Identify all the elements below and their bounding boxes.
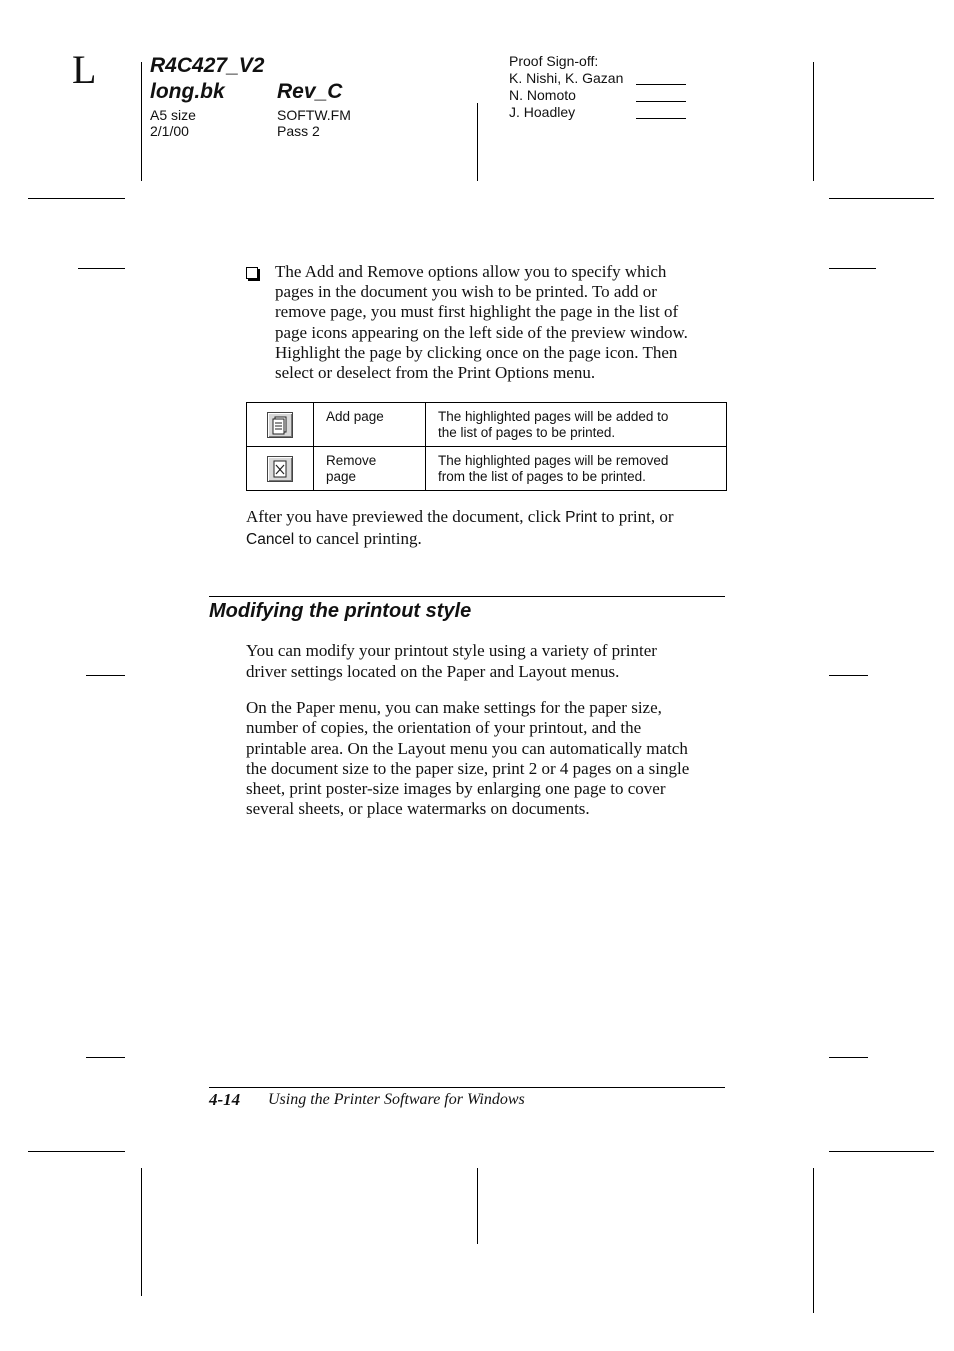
signer-name: J. Hoadley: [509, 104, 576, 120]
text-line: The highlighted pages will be added to: [438, 409, 669, 424]
crop-mark: [141, 62, 142, 181]
text-line: [246, 528, 673, 550]
page-side-marker: L: [72, 47, 97, 92]
text-line: You can modify your printout style using a variety of printer: [246, 641, 657, 660]
signature-line: [636, 118, 686, 119]
option-description: [426, 403, 727, 447]
text-line: number of copies, the orientation of your printout, and the: [246, 718, 642, 738]
text-line: sheet, print poster-size images by enlarging one page to cover: [246, 779, 666, 799]
job-id: R4C427_V2: [150, 54, 265, 77]
remove-page-icon: [267, 456, 293, 482]
section-paragraph: [246, 640, 657, 682]
option-name: [314, 447, 426, 491]
text-line: remove page, you must first highlight the page in the list of: [275, 302, 679, 322]
text-segment: to print, or: [596, 507, 674, 526]
option-description: [426, 447, 727, 491]
crop-mark: [813, 1168, 814, 1313]
add-page-icon: [267, 412, 293, 438]
bullet-paragraph: [275, 262, 688, 383]
signer-name: K. Nishi, K. Gazan: [509, 70, 624, 86]
print-options-table: [246, 402, 727, 491]
text-segment: After you have previewed the document, click: [246, 507, 566, 526]
text-line: the list of pages to be printed.: [438, 424, 616, 440]
text-line: Remove: [326, 453, 377, 468]
crop-mark: [86, 1057, 125, 1058]
section-title: Modifying the printout style: [209, 600, 472, 622]
signature-line: [636, 84, 686, 85]
text-line: page: [326, 468, 357, 484]
option-name: Add page: [314, 403, 426, 447]
section-paragraph: [246, 698, 689, 820]
crop-mark: [829, 198, 934, 199]
text-line: driver settings located on the Paper and Layout menus.: [246, 662, 620, 681]
crop-mark: [141, 1168, 142, 1296]
text-line: [246, 506, 673, 528]
chapter-title: Using the Printer Software for Windows: [268, 1091, 525, 1108]
icon-cell: [247, 403, 314, 447]
pass: Pass 2: [277, 123, 320, 139]
text-line: printable area. On the Layout menu you can automatically match: [246, 738, 688, 758]
table-row: [247, 447, 727, 491]
text-line: pages in the document you wish to be printed. To add or: [275, 282, 657, 302]
text-line: select or deselect from the Print Options menu.: [275, 363, 596, 383]
text-line: the document size to the paper size, print 2 or 4 pages on a single: [246, 758, 690, 778]
book-name: long.bk: [150, 80, 225, 103]
date: 2/1/00: [150, 123, 189, 139]
print-button-name: Print: [565, 509, 597, 526]
text-line: Highlight the page by clicking once on the page icon. Then: [275, 342, 678, 362]
text-line: The Add and Remove options allow you to specify which: [275, 262, 667, 281]
proof-signoff-title: Proof Sign-off:: [509, 53, 599, 69]
crop-mark: [86, 675, 125, 676]
crop-mark: [477, 1168, 478, 1244]
signature-line: [636, 101, 686, 102]
footer-rule: [209, 1087, 725, 1088]
crop-mark: [829, 1151, 934, 1152]
bullet-checkbox-icon: [246, 267, 258, 279]
section-rule: [209, 596, 725, 597]
text-line: several sheets, or place watermarks on documents.: [246, 799, 590, 819]
paper-size: A5 size: [150, 107, 196, 123]
crop-mark: [829, 1057, 868, 1058]
page-number: 4-14: [209, 1090, 241, 1109]
text-line: page icons appearing on the left side of the preview window.: [275, 322, 688, 342]
file-name: SOFTW.FM: [277, 107, 351, 123]
text-line: from the list of pages to be printed.: [438, 468, 646, 484]
crop-mark: [28, 1151, 125, 1152]
text-line: On the Paper menu, you can make settings for the paper size,: [246, 698, 662, 717]
crop-mark: [829, 675, 868, 676]
revision: Rev_C: [277, 80, 343, 103]
cancel-button-name: Cancel: [246, 531, 295, 548]
crop-mark: [28, 198, 125, 199]
text-segment: to cancel printing.: [294, 529, 422, 548]
table-row: [247, 403, 727, 447]
icon-cell: [247, 447, 314, 491]
signer-name: N. Nomoto: [509, 87, 576, 103]
crop-mark: [78, 268, 125, 269]
crop-mark: [813, 62, 814, 181]
after-preview-paragraph: [246, 506, 673, 550]
crop-mark: [477, 103, 478, 181]
crop-mark: [829, 268, 876, 269]
text-line: The highlighted pages will be removed: [438, 453, 669, 468]
